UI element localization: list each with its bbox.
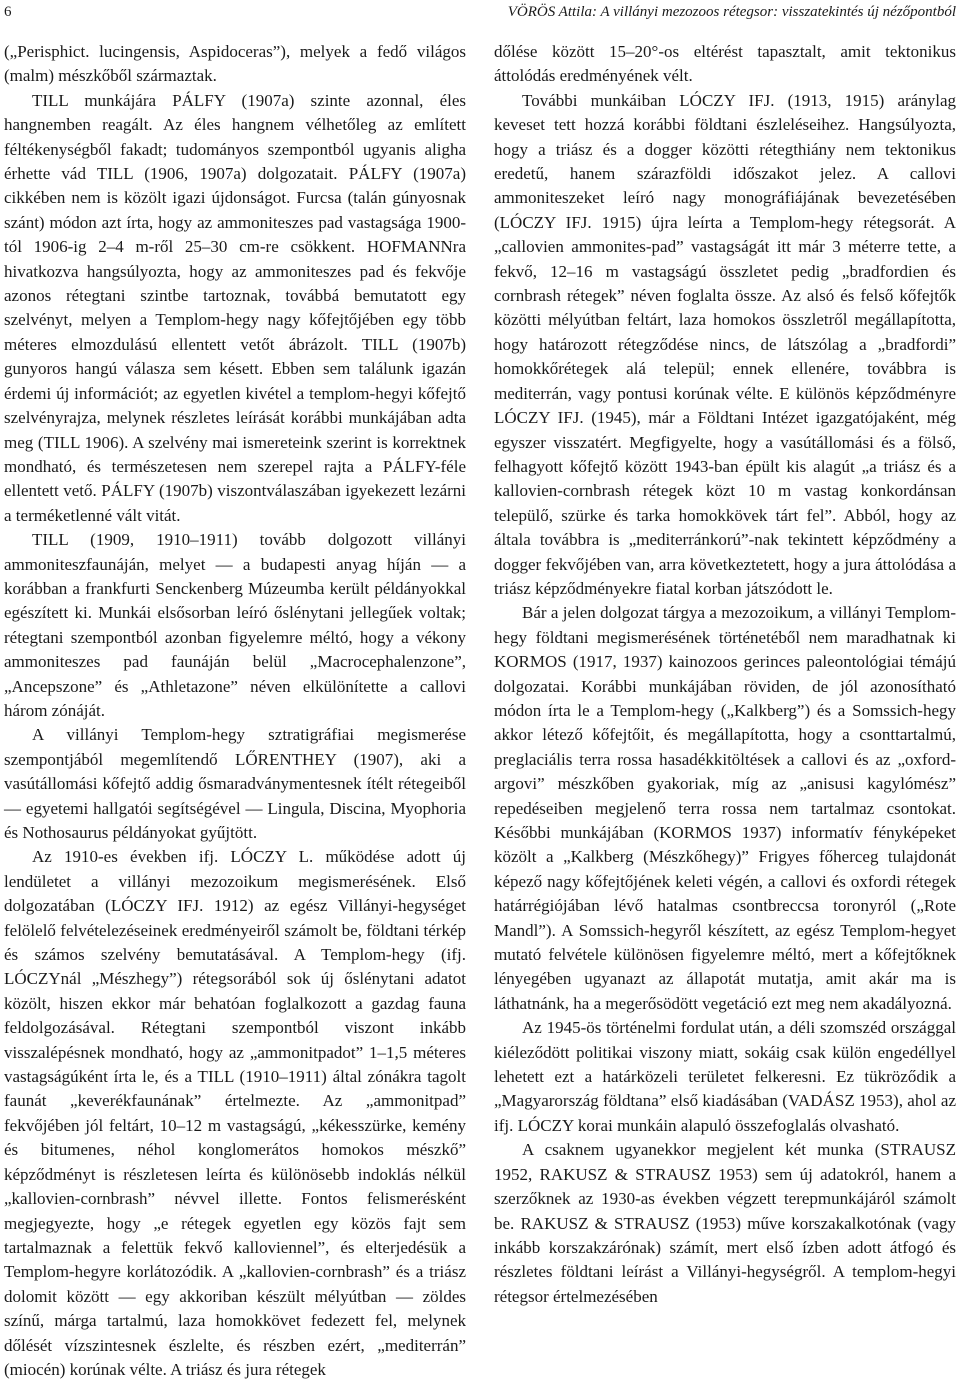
running-title: VÖRÖS Attila: A villányi mezozoos rétegsor: visszatekintés új nézőpontból — [507, 4, 956, 20]
paragraph: TILL munkájára PÁLFY (1907a) szinte azonnal, éles hangnemben reagált. Az éles hangnem vélhetőleg az említett féltékenységből fakadt; tudományos szempontból ugyanis aligha érhette vád TILL (1906, 1907a) dolgozatait. PÁLFY (1907a) cikkében nem is közölt igazi újdonságot. Furcsa (talán gúnyosnak szánt) módon azt írta, hogy az ammoniteszes pad vastagsága 1900-tól 1906-ig 2–4 m-ről 25–30 cm-re csökkent. HOFMANNra hivatkozva hangsúlyozta, hogy az ammoniteszes pad és fekvője azonos rétegtani szintbe tartoznak, továbbá bemutatott egy szelvényt, melyen a Templom-hegy nagy kőfejtőjében egy több méteres elmozdulású ellentett vetőt ábrázolt. TILL (1907b) gunyoros hangú válasza sem késett. Ebben sem találunk igazán érdemi új információt; az egyetlen kivétel a templom-hegyi kőfejtő szelvényrajza, melynek részletes leírását korábbi munkájában adta meg (TILL 1906). A szelvény mai ismereteink szerint is korrektnek mondható, és természetesen nem szerepel rajta a PÁLFY-féle ellentett vető. PÁLFY (1907b) viszontválaszában igyekezett lezárni a terméketlenné vált vitát. — [4, 90, 466, 525]
paragraph: A csaknem ugyanekkor megjelent két munka (STRAUSZ 1952, RAKUSZ & STRAUSZ 1953) sem új adatokról, hanem a szerzőknek az 1930-as években végzett terepmunkájáról számolt be. RAKUSZ & STRAUSZ (1953) műve korszakalkotónak (vagy inkább korszakzárónak) számít, mert első ízben adott átfogó és részletes földtani leírást a Villányi-hegységről. A templom-hegyi rétegsor értelmezésében — [494, 1140, 956, 1306]
paragraph: További munkáiban LÓCZY IFJ. (1913, 1915) aránylag keveset tett hozzá korábbi földtani észleléseihez. Hangsúlyozta, hogy a triász és a dogger közötti rétegthiány nem tektonikus eredetű, hanem szárazföldi időszakot jelez. A callovi ammoniteszeket leíró nagy monográfiájának bevezetésében (LÓCZY IFJ. 1915) újra leírta a Templom-hegy rétegsorát. A „callovien ammonites-pad” vastagságát itt már 3 méterre tette, a fekvő, 12–16 m vastagságú összletet pedig „bradfordien és cornbrash rétegek” néven foglalta össze. Az alsó és felső kőfejtők közötti mélyútban feltárt, laza homokos összletről megállapította, hogy határozott rétegződése nincs, de látszólag a „bradfordi” homokkőrétegek alá települ; ennek ellenére, továbbra is mediterrán, vagy pontusi korúnak vélte. E különös képződményre LÓCZY IFJ. (1945), már a Földtani Intézet igazgatójaként, még egyszer visszatért. Megfigyelte, hogy a vasútállomási és a fölső, felhagyott kőfejtő között 1943-ban épült kis alagút „a triász és a kallovien-cornbrash rétegek közt 10 m vastag konkordánsan települő, szürke és tarka homokkövek tárt fel”. Abból, hogy az általa továbbra is „mediterránkorú”-nak tekintett képződmény a dogger fekvőjében van, arra következtetett, hogy a jura áttolódása a triász képződményekre fiatal korban játszódott le. — [494, 90, 956, 598]
paragraph: Bár a jelen dolgozat tárgya a mezozoikum, a villányi Templom-hegy földtani megismerésének történetéből nem maradhatnak ki KORMOS (1917, 1937) kainozoos gerinces paleontológiai témájú dolgozatai. Korábbi munkájában röviden, de jól azonosítható módon írta le a Templom-hegy („Kalkberg”) és a Somssich-hegy akkor létező kőfejtőit, és megállapította, hogy a csonttartalmú, preglaciális terra rossa hasadékkitöltések a callovi és az „oxford-argovi” mészkőben gyakoriak, míg az „anisusi kagylómész” repedéseiben megjelenő terra rossa nem tartalmaz csontokat. Későbbi munkájában (KORMOS 1937) informatív fényképeket közölt a „Kalkberg (Mészkőhegy)” Frigyes főherceg tulajdonát képező nagy kőfejtőjének keleti végén, a callovi és oxfordi rétegek határrégiójában lévő hatalmas csontbreccsa toronyról („Rote Mandl”). A Somssich-hegyről készített, az egész Templom-hegyet mutató felvétele különösen figyelemre méltó, mert a kőfejtőknek lényegében ugyanazt az állapotát mutatja, amit akár ma is láthatnánk, ha a megerősödött vegetáció ezt meg nem akadályozná. — [494, 603, 956, 1013]
paragraph: („Perisphict. lucingensis, Aspidoceras”), melyek a fedő világos (malm) mészkőből származtak. — [4, 42, 466, 86]
page-number: 6 — [4, 4, 12, 20]
right-column — [494, 40, 956, 1309]
paragraph: dőlése között 15–20°-os eltérést tapasztalt, amit tektonikus áttolódás eredményének vélt. — [494, 42, 956, 86]
paragraph: A villányi Templom-hegy sztratigráfiai megismerése szempontjából megemlítendő LŐRENTHEY (1907), aki a vasútállomási kőfejtő addig ősmaradványmentesnek ítélt rétegeiből — egyetemi hallgatói segítségével — Lingula, Discina, Myophoria és Nothosaurus példányokat gyűjtött. — [4, 725, 466, 842]
paragraph: Az 1945-ös történelmi fordulat után, a déli szomszéd országgal kiéleződött politikai viszony miatt, sokáig csak külön engedéllyel lehetett ezt a határközeli területet felkeresni. Ez tükröződik a „Magyarország földtana” első kiadásában (VADÁSZ 1953), ahol az ifj. LÓCZY korai munkáin alapuló összefoglalás olvasható. — [494, 1018, 956, 1135]
page-header — [4, 4, 956, 26]
paragraph: TILL (1909, 1910–1911) tovább dolgozott villányi ammoniteszfaunáján, melyet — a budapesti anyag híján — a korábban a frankfurti Senckenberg Múzeumba került példányokkal egészített ki. Munkái elsősorban leíró őslénytani jellegűek voltak; rétegtani szempontból azonban figyelemre méltó, hogy a vékony ammoniteszes pad faunáján belül „Macrocephalenzone”, „Ancepszone” és „Athletazone” néven elkülönítette a callovi három zónáját. — [4, 530, 466, 720]
paragraph: Az 1910-es években ifj. LÓCZY L. működése adott új lendületet a villányi mezozoikum megismerésének. Első dolgozatában (LÓCZY IFJ. 1912) az egész Villányi-hegységet felölelő felvételezéseinek eredményeiről számolt be, földtani térkép és számos szelvény bemutatásával. A Templom-hegy (ifj. LÓCZYnál „Mészhegy”) rétegsorából sok új őslénytani adatot közölt, hiszen ekkor már behatóan foglalkozott a gazdag fauna feldolgozásával. Rétegtani szempontból viszont inkább visszalépésnek mondható, hogy az „ammonitpadot” 1–1,5 méteres vastagságúként írta le, és a TILL (1910–1911) által zónákra tagolt faunát „keverékfaunának” értelmezte. Az „ammonitpad” fekvőjében jól feltárt, 10–12 m vastagságú, „kékesszürke, kemény és bitumenes, néhol konglomerátos homokos mészkő” képződményt is részletesen leírta és különösebb indoklás nélkül „kallovien-cornbrash” névvel illette. Fontos felismerésként megjegyezte, hogy „e rétegek egyetlen egy közös fajt sem tartalmaznak a felettük fekvő kalloviennel”, és elterjedésük a Templom-hegyre korlátozódik. A „kallovien-cornbrash” és a triász dolomit között — egy akkoriban készült mélyútban — zöldes színű, márga tartalmú, laza homokkövet fedezett fel, melynek dőlését vízszintesnek észlelte, és részben ezért, „mediterrán” (miocén) korúnak vélte. A triász és jura rétegek — [4, 847, 466, 1379]
left-column — [4, 40, 466, 1382]
